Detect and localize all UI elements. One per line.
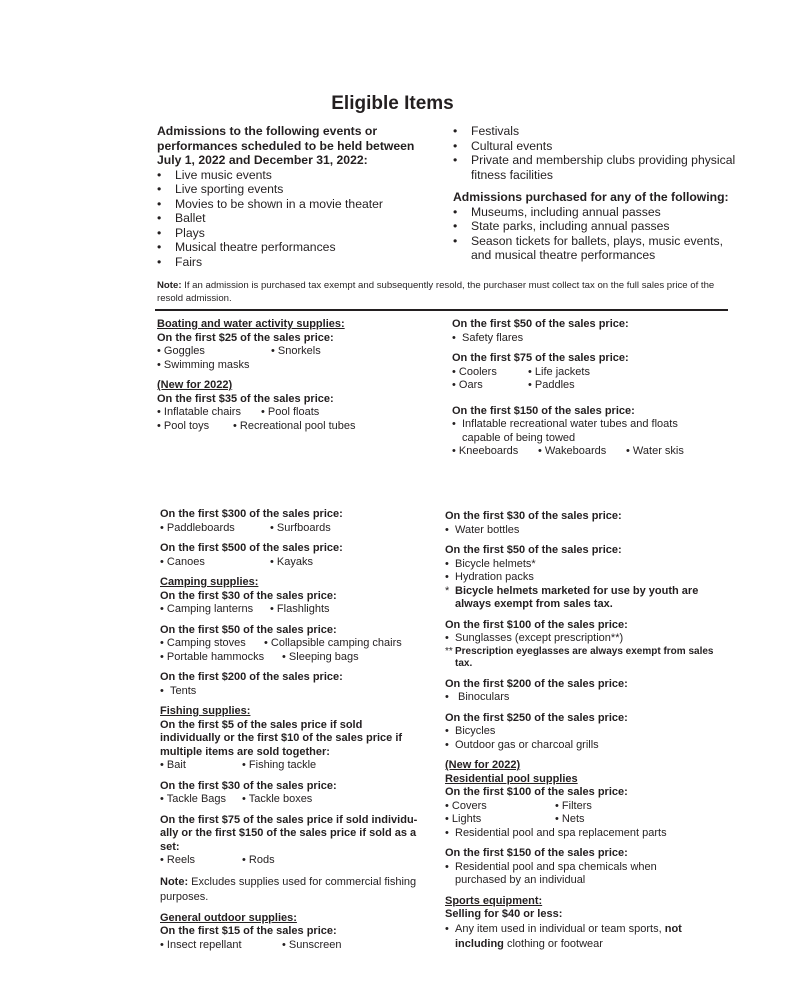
bullet-icon: • [445, 799, 449, 812]
bullet-icon: • [453, 138, 458, 153]
fishing-note [160, 875, 430, 905]
bullet-icon: • [157, 196, 162, 211]
list-item: • Surfboards [270, 521, 331, 534]
list-item: • Filters [555, 799, 592, 812]
bullet-icon: • [261, 406, 265, 418]
list-row [160, 651, 435, 665]
list-item: • Camping lanterns [160, 603, 254, 615]
fishing-heading: Fishing supplies: [160, 705, 251, 717]
bullet-icon: • [452, 445, 456, 457]
bullet-icon: • [242, 759, 246, 771]
list-item: • Oars [452, 379, 483, 391]
new-for-2022-label: (New for 2022) [157, 379, 233, 391]
boating-section-continued [452, 318, 737, 459]
bullet-icon: • [453, 233, 458, 248]
tier-label: On the first $250 of the sales price: [445, 711, 628, 724]
bullet-icon: • [160, 759, 164, 771]
list-item: • Tackle boxes [242, 793, 313, 805]
list-item: • Paddleboards [160, 521, 235, 534]
list-item: • Live sporting events [157, 182, 284, 196]
bullet-icon: • [271, 345, 275, 357]
list-item: • Reels [160, 854, 196, 866]
list-item: • Fishing tackle [242, 759, 317, 771]
footnote-prescription: ** Prescription eyeglasses are always exempt from sales tax. [445, 645, 714, 669]
list-item: • Any item used in individual or team sports, not including clothing or footwear [445, 922, 682, 950]
page-title: Eligible Items [331, 93, 454, 114]
bullet-icon: • [528, 365, 532, 378]
list-row [445, 800, 730, 814]
tier-label: On the first $150 of the sales price: [445, 847, 628, 859]
tier-label: On the first $15 of the sales price: [160, 925, 337, 937]
bullet-icon: • [233, 419, 237, 432]
list-item: • Lights [445, 813, 482, 825]
lower-right-column [445, 510, 730, 952]
tier-label: On the first $30 of the sales price: [160, 779, 337, 792]
tier-label: On the first $25 of the sales price: [157, 331, 334, 344]
tier-label: On the first $100 of the sales price: [445, 786, 628, 798]
bullet-icon: • [445, 557, 449, 570]
tier-label: On the first $50 of the sales price: [160, 623, 337, 636]
bullet-icon: • [157, 406, 161, 418]
bullet-icon: • [160, 555, 164, 568]
bullet-icon: • [157, 240, 162, 254]
list-item: • Pool toys [157, 419, 210, 432]
list-row [445, 813, 730, 827]
bullet-icon: • [242, 854, 246, 866]
bullet-icon: • [160, 650, 164, 663]
tier-label: On the first $30 of the sales price: [445, 510, 622, 522]
list-row [160, 522, 435, 536]
list-item: • Life jackets [528, 365, 590, 378]
list-row [160, 854, 435, 868]
bullet-icon: • [157, 211, 162, 225]
list-item: • Kayaks [270, 555, 313, 568]
footnote-mark: * [445, 584, 450, 597]
list-item: • Nets [555, 813, 585, 825]
bullet-icon: • [157, 182, 162, 196]
list-item: • Goggles [157, 345, 205, 357]
list-item: • Inflatable recreational water tubes and floats capable of being towed [452, 418, 678, 444]
list-item: • Bicycle helmets* [445, 557, 536, 570]
bullet-icon: • [445, 860, 449, 873]
list-row [157, 406, 442, 420]
list-item: • Flashlights [270, 603, 330, 615]
admissions-note [157, 279, 732, 305]
bullet-icon: • [445, 632, 449, 644]
list-row [160, 556, 435, 570]
bullet-icon: • [264, 637, 268, 649]
bullet-icon: • [453, 153, 458, 167]
list-row [452, 445, 737, 459]
list-item: • Tackle Bags [160, 793, 227, 805]
bullet-icon: • [626, 445, 630, 457]
list-item: • Ballet [157, 211, 206, 225]
list-item: • Sleeping bags [282, 650, 359, 663]
list-item: • Cultural events [453, 138, 553, 153]
tier-label: Selling for $40 or less: [445, 908, 563, 920]
list-row [452, 366, 737, 380]
list-item: • Portable hammocks [160, 650, 265, 663]
bullet-icon: • [445, 826, 449, 839]
tier-label: On the first $100 of the sales price: [445, 618, 628, 631]
tier-label: On the first $200 of the sales price: [160, 671, 343, 683]
list-item: • Festivals [453, 124, 520, 138]
admissions-intro: Admissions to the following events or performances scheduled to be held between July 1, 2022 and December 31, 2022: [157, 124, 415, 167]
list-item: • Wakeboards [538, 445, 607, 457]
list-row [160, 603, 435, 617]
bullet-icon: • [160, 684, 164, 697]
bullet-icon: • [160, 854, 164, 866]
list-item: • Tents [160, 684, 197, 697]
bullet-icon: • [445, 725, 449, 737]
list-item: • Residential pool and spa chemicals when purchased by an individual [445, 860, 657, 886]
admissions-right-column [453, 124, 738, 263]
bullet-icon: • [453, 219, 458, 233]
bullet-icon: • [452, 365, 456, 378]
bullet-icon: • [157, 254, 162, 269]
tier-label: On the first $500 of the sales price: [160, 542, 343, 554]
list-item: • Recreational pool tubes [233, 419, 356, 432]
list-item: • Sunscreen [282, 938, 342, 951]
list-item: • Sunglasses (except prescription**) [445, 632, 624, 644]
list-item: • Safety flares [452, 331, 524, 344]
tier-label: On the first $75 of the sales price if sold individu-ally or the first $150 of the sales price if sold as a set: [160, 813, 418, 853]
list-item: • Season tickets for ballets, plays, music events, and musical theatre performances [453, 233, 723, 262]
admissions-event-list [157, 168, 442, 270]
tier-label: On the first $30 of the sales price: [160, 589, 337, 602]
note-text: Excludes supplies used for commercial fishing purposes. [160, 875, 417, 903]
list-row [160, 759, 435, 773]
list-item: • Pool floats [261, 406, 320, 418]
list-row [157, 345, 442, 359]
bullet-icon: • [453, 124, 458, 138]
bullet-icon: • [452, 418, 456, 430]
bullet-icon: • [538, 445, 542, 457]
bullet-icon: • [160, 793, 164, 805]
list-item: • Rods [242, 854, 275, 866]
bullet-icon: • [555, 799, 559, 812]
bullet-icon: • [157, 167, 162, 182]
list-item: • Swimming masks [157, 358, 250, 371]
tier-label: On the first $50 of the sales price: [445, 544, 622, 556]
list-item: • Bicycles [445, 725, 496, 737]
list-item: • Binoculars [445, 691, 510, 703]
bullet-icon: • [445, 691, 449, 703]
section-divider [155, 309, 728, 311]
bullet-icon: • [453, 204, 458, 219]
bullet-icon: • [445, 738, 449, 751]
list-item: • Water bottles [445, 523, 520, 536]
tier-label: On the first $200 of the sales price: [445, 677, 628, 690]
bullet-icon: • [157, 419, 161, 432]
new-for-2022-label: (New for 2022) [445, 759, 521, 771]
list-item: • Private and membership clubs providing physical fitness facilities [453, 153, 736, 182]
footnote-mark: ** [445, 645, 453, 657]
bullet-icon: • [555, 813, 559, 825]
lower-left-column [160, 508, 435, 952]
list-item: • Plays [157, 225, 205, 240]
list-item: • Coolers [452, 365, 497, 378]
tier-label: On the first $5 of the sales price if sold individually or the first $10 of the sales price if multiple items are sold together: [160, 718, 403, 758]
list-item: • Museums, including annual passes [453, 204, 661, 219]
bullet-icon: • [270, 555, 274, 568]
camping-heading: Camping supplies: [160, 576, 259, 588]
list-row [157, 359, 442, 373]
bullet-icon: • [160, 521, 164, 534]
tier-label: On the first $35 of the sales price: [157, 392, 334, 405]
note-label: Note: [157, 280, 182, 291]
list-item: • Live music events [157, 167, 272, 182]
list-item: • Fairs [157, 254, 203, 269]
bullet-icon: • [270, 521, 274, 534]
sports-equipment-heading: Sports equipment: [445, 894, 543, 907]
list-item: • Canoes [160, 555, 205, 568]
bullet-icon: • [282, 938, 286, 951]
list-item: • Kneeboards [452, 445, 519, 457]
list-row [160, 939, 435, 953]
bullet-icon: • [242, 793, 246, 805]
list-row [160, 793, 435, 807]
note-label: Note: [160, 875, 189, 888]
tier-label: On the first $50 of the sales price: [452, 318, 629, 330]
admissions-left-column [157, 124, 442, 269]
bullet-icon: • [445, 813, 449, 825]
residential-pool-heading: Residential pool supplies [445, 772, 578, 785]
bullet-icon: • [157, 225, 162, 240]
bullet-icon: • [157, 358, 161, 371]
list-item: • Snorkels [271, 345, 321, 357]
tier-label: On the first $150 of the sales price: [452, 404, 635, 417]
list-item: • Water skis [626, 445, 684, 457]
list-item: • Inflatable chairs [157, 406, 241, 418]
list-item: • Collapsible camping chairs [264, 637, 402, 649]
list-item: • Outdoor gas or charcoal grills [445, 738, 599, 751]
note-text: If an admission is purchased tax exempt and subsequently resold, the purchaser must collect tax on the full sales price of the resold admission. [157, 280, 715, 304]
tier-label: On the first $300 of the sales price: [160, 508, 343, 520]
admissions-purchased-heading: Admissions purchased for any of the following: [453, 190, 729, 204]
bullet-icon: • [160, 637, 164, 649]
bullet-icon: • [160, 603, 164, 615]
boating-section [157, 318, 442, 433]
bullet-icon: • [445, 571, 449, 583]
footnote-bicycle-helmets: * Bicycle helmets marketed for use by youth are always exempt from sales tax. [445, 584, 699, 610]
list-item: • Movies to be shown in a movie theater [157, 196, 383, 211]
bullet-icon: • [452, 331, 456, 344]
bullet-icon: • [160, 938, 164, 951]
general-outdoor-heading: General outdoor supplies: [160, 911, 297, 924]
list-item: • Paddles [528, 379, 575, 391]
bullet-icon: • [157, 345, 161, 357]
bullet-icon: • [445, 523, 449, 536]
tier-label: On the first $75 of the sales price: [452, 352, 629, 364]
bullet-icon: • [528, 379, 532, 391]
list-item: • Residential pool and spa replacement parts [445, 826, 667, 839]
bullet-icon: • [282, 650, 286, 663]
list-row [160, 637, 435, 651]
list-item: • Covers [445, 799, 487, 812]
bullet-icon: • [452, 379, 456, 391]
list-row [157, 420, 442, 434]
list-row [452, 379, 737, 393]
list-item: • State parks, including annual passes [453, 219, 670, 233]
list-item: • Musical theatre performances [157, 240, 336, 254]
list-item: • Insect repellant [160, 938, 242, 951]
list-item: • Hydration packs [445, 571, 534, 583]
bullet-icon: • [270, 603, 274, 615]
boating-heading: Boating and water activity supplies: [157, 318, 345, 330]
list-item: • Bait [160, 759, 186, 771]
list-item: • Camping stoves [160, 637, 246, 649]
bullet-icon: • [445, 922, 449, 935]
